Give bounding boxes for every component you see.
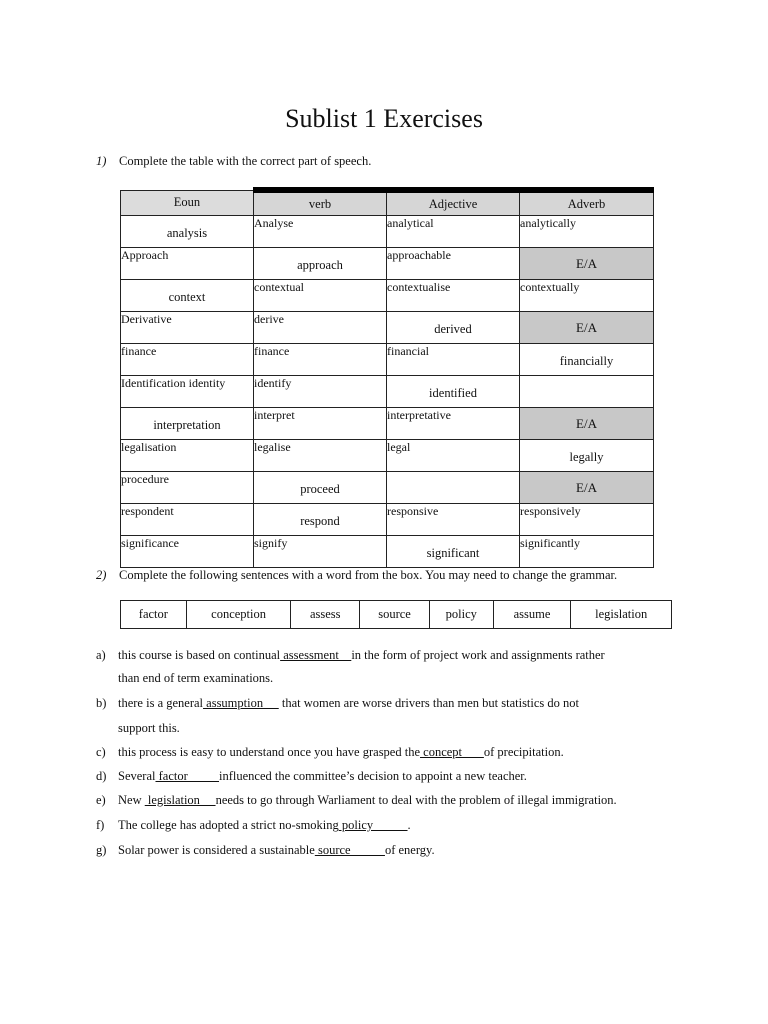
header-adjective: Adjective [387, 190, 520, 216]
table-header-row [121, 190, 654, 216]
table-row [121, 216, 654, 248]
question-2 [96, 568, 617, 583]
word-box-item: source [360, 601, 430, 628]
sentence-e: e) New legislation needs to go through Warliament to deal with the problem of illegal immigration. [96, 793, 617, 807]
answer-blank: factor [155, 769, 220, 783]
sentence-d: d) Several factor influenced the committee’s decision to appoint a new teacher. [96, 769, 527, 783]
table-cell: analytical [387, 216, 520, 248]
answer-blank: assessment [280, 648, 352, 662]
table-cell: financial [387, 344, 520, 376]
table-row [121, 312, 654, 344]
table-cell: significance [121, 536, 254, 568]
table-cell: identified [387, 376, 520, 408]
table-row [121, 344, 654, 376]
table-cell: significant [387, 536, 520, 568]
question-number: 1) [96, 154, 107, 168]
table-cell: procedure [121, 472, 254, 504]
sentence-a-continued: than end of term examinations. [118, 671, 274, 685]
table-cell: legal [387, 440, 520, 472]
question-number: 2) [96, 568, 107, 582]
word-box-item: legislation [595, 607, 648, 621]
word-box-item: assume [494, 601, 572, 628]
parts-of-speech-table [120, 187, 654, 568]
answer-blank: concept [420, 745, 484, 759]
table-cell: respondent [121, 504, 254, 536]
table-cell: approachable [387, 248, 520, 280]
table-cell: legally [520, 440, 654, 472]
table-cell: Approach [121, 248, 254, 280]
question-text: Complete the following sentences with a word from the box. You may need to change the grammar. [119, 568, 618, 582]
word-box-item: conception [187, 601, 292, 628]
table-cell: Analyse [254, 216, 387, 248]
table-cell: analytically [520, 216, 654, 248]
table-cell: identify [254, 376, 387, 408]
table-cell: analysis [121, 216, 254, 248]
header-adverb: Adverb [520, 190, 654, 216]
sentence-b-continued: support this. [118, 721, 180, 735]
table-cell-na: E/A [520, 472, 654, 504]
table-row [121, 504, 654, 536]
word-box-item: assess [291, 601, 360, 628]
table-cell: interpret [254, 408, 387, 440]
table-cell: derive [254, 312, 387, 344]
table-row [121, 440, 654, 472]
table-cell: finance [254, 344, 387, 376]
table-cell: legalise [254, 440, 387, 472]
table-cell: significantly [520, 536, 654, 568]
table-cell-na: E/A [520, 312, 654, 344]
table-row [121, 280, 654, 312]
answer-blank: legislation [144, 793, 216, 807]
table-cell: responsively [520, 504, 654, 536]
header-verb: verb [254, 190, 387, 216]
table-cell: interpretative [387, 408, 520, 440]
table-cell [387, 472, 520, 504]
table-cell: approach [254, 248, 387, 280]
answer-blank: assumption [203, 696, 279, 710]
table-cell: context [121, 280, 254, 312]
table-cell: interpretation [121, 408, 254, 440]
table-cell: respond [254, 504, 387, 536]
word-box [120, 600, 672, 629]
table-row [121, 376, 654, 408]
question-1 [96, 154, 371, 169]
table-cell: Derivative [121, 312, 254, 344]
table-cell: signify [254, 536, 387, 568]
table-cell-na: E/A [520, 248, 654, 280]
sentence-g: g) Solar power is considered a sustainable source of energy. [96, 843, 435, 857]
sentence-c: c) this process is easy to understand once you have grasped the concept of precipitation. [96, 745, 564, 759]
sentence-b: b) there is a general assumption that women are worse drivers than men but statistics do not [96, 696, 580, 710]
table-cell: contextual [254, 280, 387, 312]
table-cell-na: E/A [520, 408, 654, 440]
table-cell: Identification identity [121, 376, 254, 408]
table-cell: contextually [520, 280, 654, 312]
table-row [121, 408, 654, 440]
question-text: Complete the table with the correct part of speech. [119, 154, 372, 168]
header-noun: Eoun [121, 190, 254, 216]
table-row [121, 536, 654, 568]
table-cell: proceed [254, 472, 387, 504]
table-cell: legalisation [121, 440, 254, 472]
table-cell: finance [121, 344, 254, 376]
sentence-a: a) this course is based on continual assessment in the form of project work and assignments rather [96, 648, 605, 662]
answer-blank: source [314, 843, 385, 857]
table-cell: financially [520, 344, 654, 376]
table-row [121, 472, 654, 504]
sentence-f: f) The college has adopted a strict no-smoking policy . [96, 818, 411, 832]
table-row [121, 248, 654, 280]
table-cell: derived [387, 312, 520, 344]
word-box-item: factor [121, 601, 187, 628]
table-cell: contextualise [387, 280, 520, 312]
page-title: Sublist 1 Exercises [285, 104, 483, 133]
table-cell: responsive [387, 504, 520, 536]
word-box-item: policy [430, 601, 494, 628]
table-cell [520, 376, 654, 408]
answer-blank: policy [338, 818, 408, 832]
